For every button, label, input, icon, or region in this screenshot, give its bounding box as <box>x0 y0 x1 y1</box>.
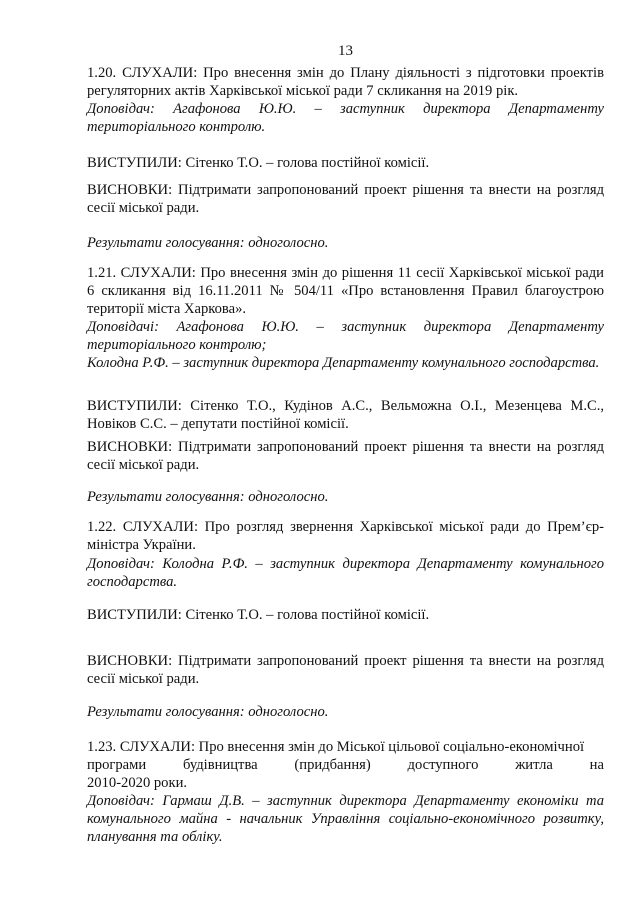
heard-word: житла <box>515 757 553 774</box>
item-1-21-speaker: Доповідачі: Агафонова Ю.Ю. – заступник директора Департаменту територіального контролю; <box>87 319 604 354</box>
page-number: 13 <box>338 43 353 59</box>
item-1-23-speaker: Доповідач: Гармаш Д.В. – заступник директора Департаменту економіки та комунального майна - начальник Управління соціально-економічного розвитку, планування та обліку. <box>87 793 604 846</box>
heard-word: програми <box>87 757 147 774</box>
item-1-20-heard: 1.20. СЛУХАЛИ: Про внесення змін до Плану діяльності з підготовки проектів регуляторних актів Харківської міської ради 7 скликання на 2019 рік. <box>87 65 604 100</box>
item-1-20-vote: Результати голосування: одноголосно. <box>87 235 329 251</box>
heard-word: будівництва <box>183 757 258 774</box>
heard-word: (придбання) <box>294 757 371 774</box>
item-1-22-speaker: Доповідач: Колодна Р.Ф. – заступник директора Департаменту комунального господарства. <box>87 556 604 591</box>
item-1-23-heard-line2 <box>87 756 604 774</box>
item-1-21-conclusion: ВИСНОВКИ: Підтримати запропонований проект рішення та внести на розгляд сесії міської ради. <box>87 439 604 474</box>
item-1-20-speaker: Доповідач: Агафонова Ю.Ю. – заступник директора Департаменту територіального контролю. <box>87 101 604 136</box>
item-1-22-spoke: ВИСТУПИЛИ: Сітенко Т.О. – голова постійної комісії. <box>87 607 430 623</box>
item-1-21-vote: Результати голосування: одноголосно. <box>87 489 329 505</box>
item-1-22-vote: Результати голосування: одноголосно. <box>87 704 329 720</box>
item-1-23-heard-line3: 2010-2020 роки. <box>87 775 188 792</box>
heard-word: на <box>589 757 604 774</box>
item-1-21-heard: 1.21. СЛУХАЛИ: Про внесення змін до рішення 11 сесії Харківської міської ради 6 скликання від 16.11.2011 № 504/11 «Про встановлення Правил благоустрою території міста Харкова». <box>87 265 604 318</box>
item-1-23-heard-line1: 1.23. СЛУХАЛИ: Про внесення змін до Міської цільової соціально-економічної <box>87 739 585 755</box>
item-1-23-heard <box>87 738 604 793</box>
item-1-20-conclusion: ВИСНОВКИ: Підтримати запропонований проект рішення та внести на розгляд сесії міської ради. <box>87 182 604 217</box>
item-1-22-heard: 1.22. СЛУХАЛИ: Про розгляд звернення Харківської міської ради до Прем’єр-міністра України. <box>87 519 604 554</box>
item-1-21-spoke: ВИСТУПИЛИ: Сітенко Т.О., Кудінов А.С., Вельможна О.І., Мезенцева М.С., Новіков С.С. – депутати постійної комісії. <box>87 398 604 433</box>
heard-word: доступного <box>407 757 479 774</box>
item-1-22-conclusion: ВИСНОВКИ: Підтримати запропонований проект рішення та внести на розгляд сесії міської ради. <box>87 653 604 688</box>
item-1-21-speaker-2: Колодна Р.Ф. – заступник директора Департаменту комунального господарства. <box>87 355 600 371</box>
item-1-20-spoke: ВИСТУПИЛИ: Сітенко Т.О. – голова постійної комісії. <box>87 155 430 171</box>
